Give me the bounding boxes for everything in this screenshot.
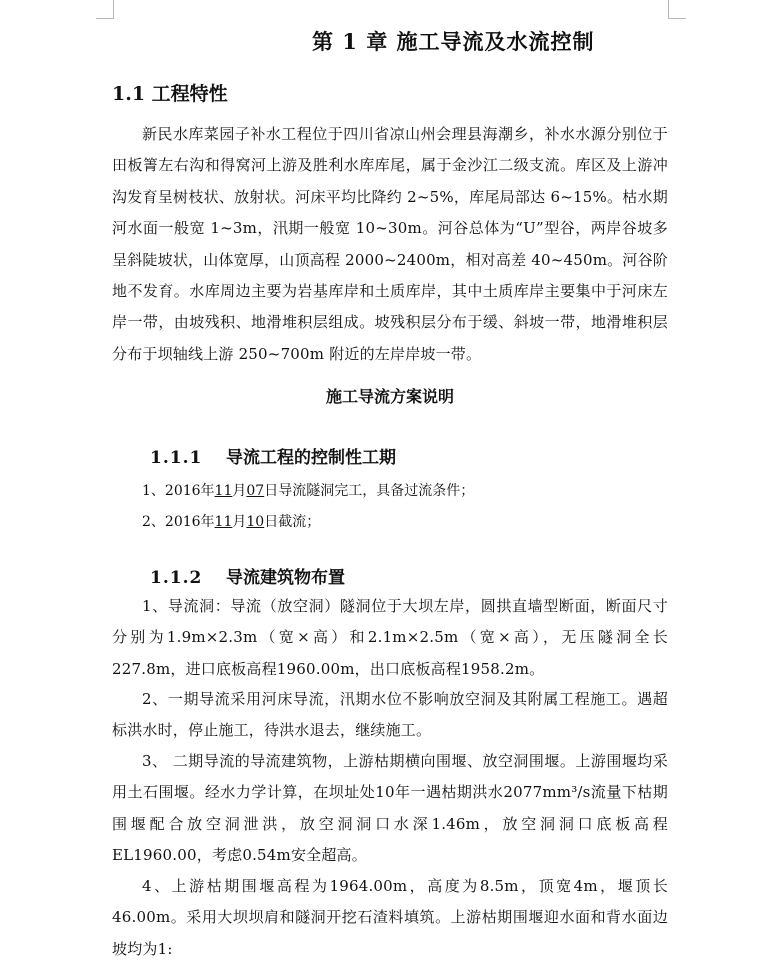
crop-mark-right-horizontal — [668, 18, 686, 19]
chapter-title: 第 1 章 施工导流及水流控制 — [312, 29, 595, 54]
schedule-item-2-month: 11 — [214, 514, 233, 530]
subsection-1-heading — [150, 443, 396, 468]
subsection-2-heading — [150, 563, 345, 588]
subsection-2-number: 1.1.2 — [150, 568, 203, 588]
subsection-2-title: 导流建筑物布置 — [226, 568, 345, 588]
section-title: 1.1 工程特性 — [112, 83, 228, 105]
plan-heading: 施工导流方案说明 — [325, 387, 454, 406]
schedule-item-1-day: 07 — [246, 483, 265, 499]
schedule-item-2-day: 10 — [246, 514, 265, 530]
schedule-item-1-month: 11 — [214, 483, 233, 499]
subsection-1-number: 1.1.1 — [150, 448, 203, 468]
phase-two-paragraph: 3、 二期导流的导流建筑物，上游枯期横向围堰、放空洞围堰。上游围堰均采用土石围堰。经水力学计算，在坝址处10年一遇枯期洪水2077mm³/s流量下枯期围堰配合放空洞泄洪，放空洞洞口水深1.46m，放空洞洞口底板高程EL1960.00，考虑0.54m安全超高。 — [112, 752, 668, 865]
crop-mark-right-vertical — [668, 0, 669, 18]
subsection-1-title: 导流工程的控制性工期 — [226, 448, 396, 468]
phase-one-paragraph: 2、一期导流采用河床导流，汛期水位不影响放空洞及其附属工程施工。遇超标洪水时，停止施工，待洪水退去，继续施工。 — [112, 690, 668, 740]
diversion-tunnel-paragraph: 1、导流洞：导流（放空洞）隧洞位于大坝左岸，圆拱直墙型断面，断面尺寸分别为1.9m×2.3m（宽×高）和2.1m×2.5m（宽×高），无压隧洞全长227.8m，进口底板高程1960.00m，出口底板高程1958.2m。 — [112, 597, 668, 678]
cofferdam-paragraph: 4、上游枯期围堰高程为1964.00m，高度为8.5m，顶宽4m，堰顶长46.00m。采用大坝坝肩和隧洞开挖石渣料填筑。上游枯期围堰迎水面和背水面边坡均为1: — [112, 877, 668, 958]
crop-mark-left-horizontal — [96, 18, 114, 19]
crop-mark-left-vertical — [113, 0, 114, 18]
intro-paragraph: 新民水库菜园子补水工程位于四川省凉山州会理县海潮乡，补水水源分别位于田板箐左右沟和得窝河上游及胜利水库库尾，属于金沙江二级支流。库区及上游冲沟发育呈树枝状、放射状。河床平均比降约 2~5%，库尾局部达 6~15%。枯水期河水面一般宽 1~3m，汛期一般宽 10~30m。河谷总体为“U”型谷，两岸谷坡多呈斜陡坡状，山体宽厚，山顶高程 2000~2400m，相对高差 40~450m。河谷阶地不发育。水库周边主要为岩基库岸和土质库岸，其中土质库岸主要集中于河床左岸一带，由坡残积、地滑堆积层组成。坡残积层分布于缓、斜坡一带，地滑堆积层分布于坝轴线上游 250~700m 附近的左岸岸坡一带。 — [112, 125, 668, 363]
schedule-item-1: 1、2016年11月07日导流隧洞完工，具备过流条件； — [142, 483, 475, 499]
schedule-item-2: 2、2016年11月10日截流； — [142, 514, 321, 530]
